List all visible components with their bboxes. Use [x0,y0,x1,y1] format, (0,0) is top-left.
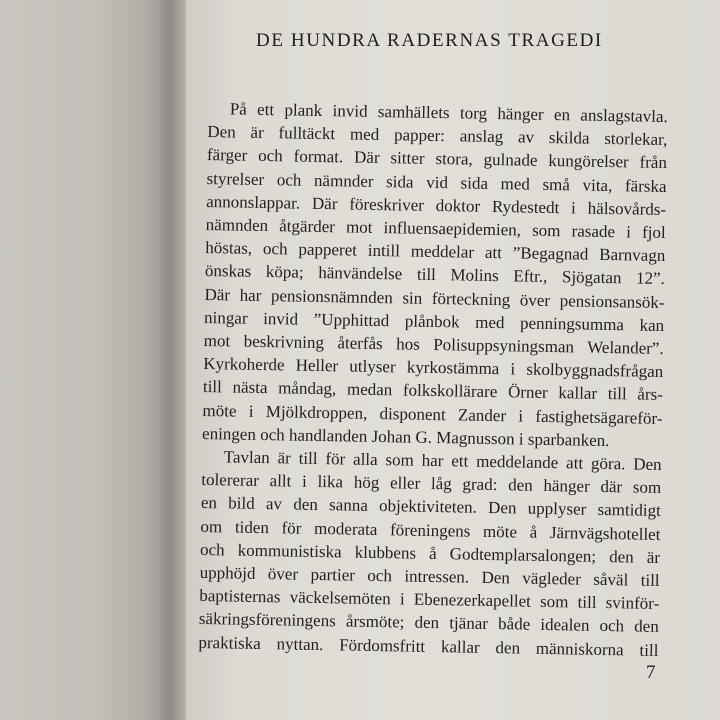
page-number: 7 [646,662,656,683]
text-line: Kyrkoherde Heller utlyser kyrkostämma i skolbyggnadsfrågan [203,354,664,382]
text-line: Den är fulltäckt med papper: anslag av skilda storlekar, [207,122,668,150]
text-line: till nästa måndag, medan folkskollärare Örner kallar till års- [202,377,664,405]
text-line: Tavlan är till för alla som har ett meddelande att göra. Den [223,447,662,475]
paragraph [202,97,668,453]
text-line: tolererar allt i lika hög eller låg grad: den hänger där som [201,470,662,498]
page-heading: DE HUNDRA RADERNAS TRAGEDI [256,30,603,51]
paragraph [198,445,662,662]
text-line: ningar invid ”Upphittad plånbok med penningsumma kan [203,307,665,335]
text-line: styrelser och nämnder sida vid sida med små vita, färska [206,168,667,196]
text-line: Där har pensionsnämnden sin förteckning över pensionsansök- [204,284,665,312]
text-line: baptisternas väckelsemöten i Ebenezerkapellet som till svinför- [199,586,660,614]
text-line: färger och format. Där sitter stora, gulnade kungörelser från [206,145,668,173]
text-line: På ett plank invid samhällets torg hänger en anslagstavla. [229,99,668,127]
text-line: mot beskrivning återfås hos Polisuppsyningsman Welander”. [203,330,664,359]
text-line: annonslappar. Där föreskriver doktor Rydestedt i hälsovårds- [206,191,667,219]
text-line: upphöjd över partier och intressen. Den vägleder såväl till [199,562,660,591]
text-line: en bild av den sanna objektiviteten. Den upplyser samtidigt [200,493,662,521]
text-line: om tiden för moderata föreningens möte å Järnvägshotellet [200,516,661,544]
left-page [0,0,168,720]
text-line: eningen och handlanden Johan G. Magnusson i sparbanken. [201,423,610,450]
text-line: nämnden åtgärder mot influensaepidemien, som rasade i fjol [205,214,666,243]
text-line: önskas köpa; hänvändelse till Molins Eftr., Sjögatan 12”. [204,261,666,289]
text-line: praktiska nyttan. Fördomsfritt kallar den människorna till [198,632,659,660]
text-line: och kommunistiska klubbens å Godtemplarsalongen; den är [199,539,661,567]
text-line: höstas, och papperet intill meddelar att ”Begagnad Barnvagn [205,238,666,266]
text-line: säkringsföreningens årsmöte; den tjänar både idealen och den [198,609,659,637]
text-line: möte i Mjölkdroppen, disponent Zander i fastighetsägareför- [202,400,663,428]
body-text [198,97,668,662]
